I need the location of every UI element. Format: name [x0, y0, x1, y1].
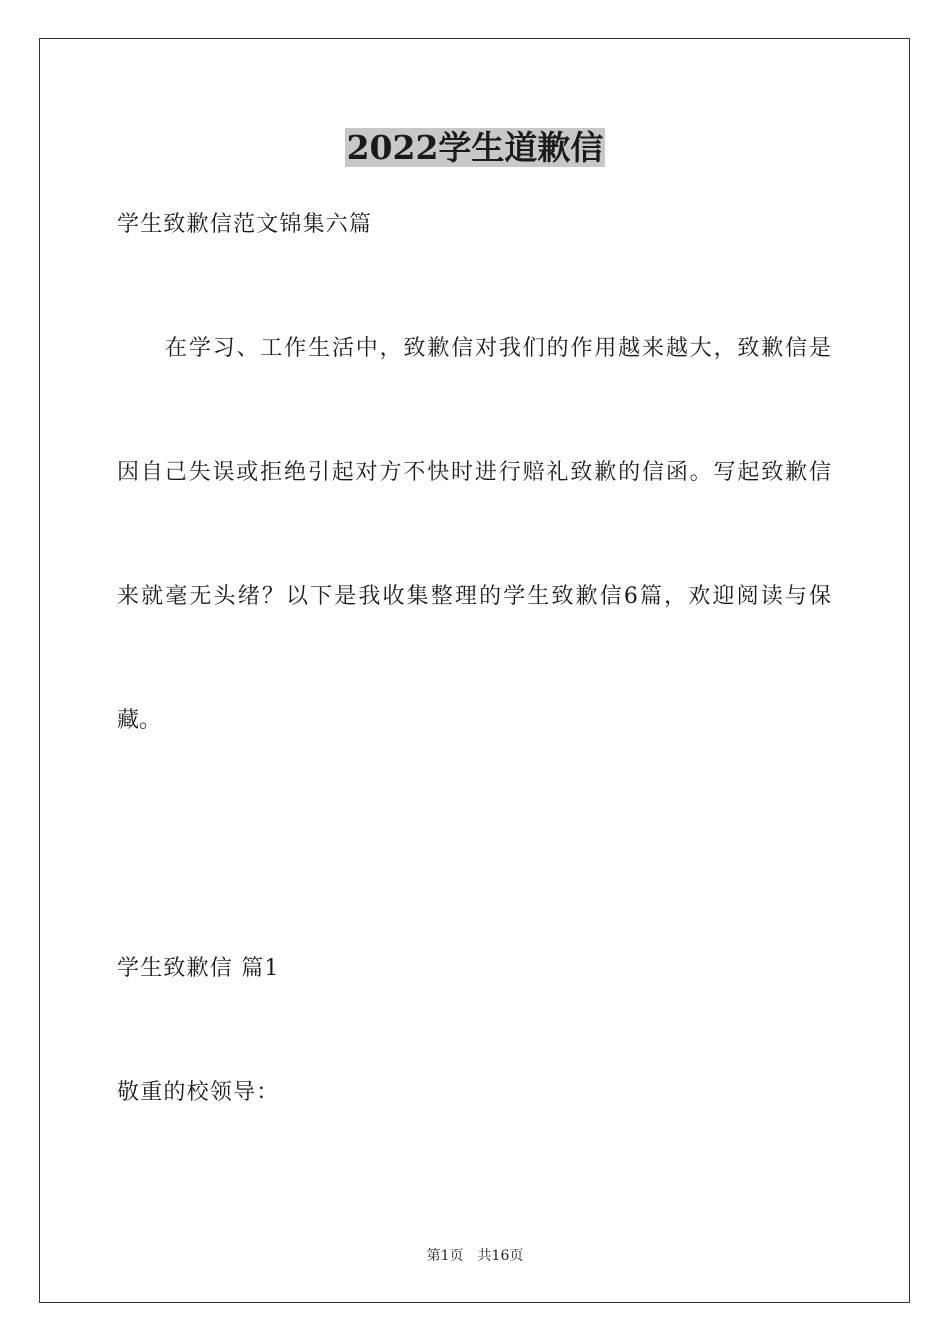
document-title-text: 2022学生道歉信	[346, 128, 604, 167]
intro-line-4: 藏。	[117, 708, 162, 733]
intro-line-3: 来就毫无头绪？以下是我收集整理的学生致歉信6篇，欢迎阅读与保	[117, 584, 831, 609]
page-footer	[0, 1247, 950, 1265]
section-heading: 学生致歉信 篇1	[117, 956, 280, 981]
document-title	[0, 128, 950, 168]
document-subtitle: 学生致歉信范文锦集六篇	[117, 212, 373, 237]
salutation: 敬重的校领导：	[117, 1080, 280, 1105]
intro-line-2: 因自己失误或拒绝引起对方不快时进行赔礼致歉的信函。写起致歉信	[117, 460, 831, 485]
intro-line-1: 在学习、工作生活中，致歉信对我们的作用越来越大，致歉信是	[165, 336, 831, 361]
page-number: 第1页	[426, 1248, 464, 1264]
page-total: 共16页	[477, 1248, 524, 1264]
